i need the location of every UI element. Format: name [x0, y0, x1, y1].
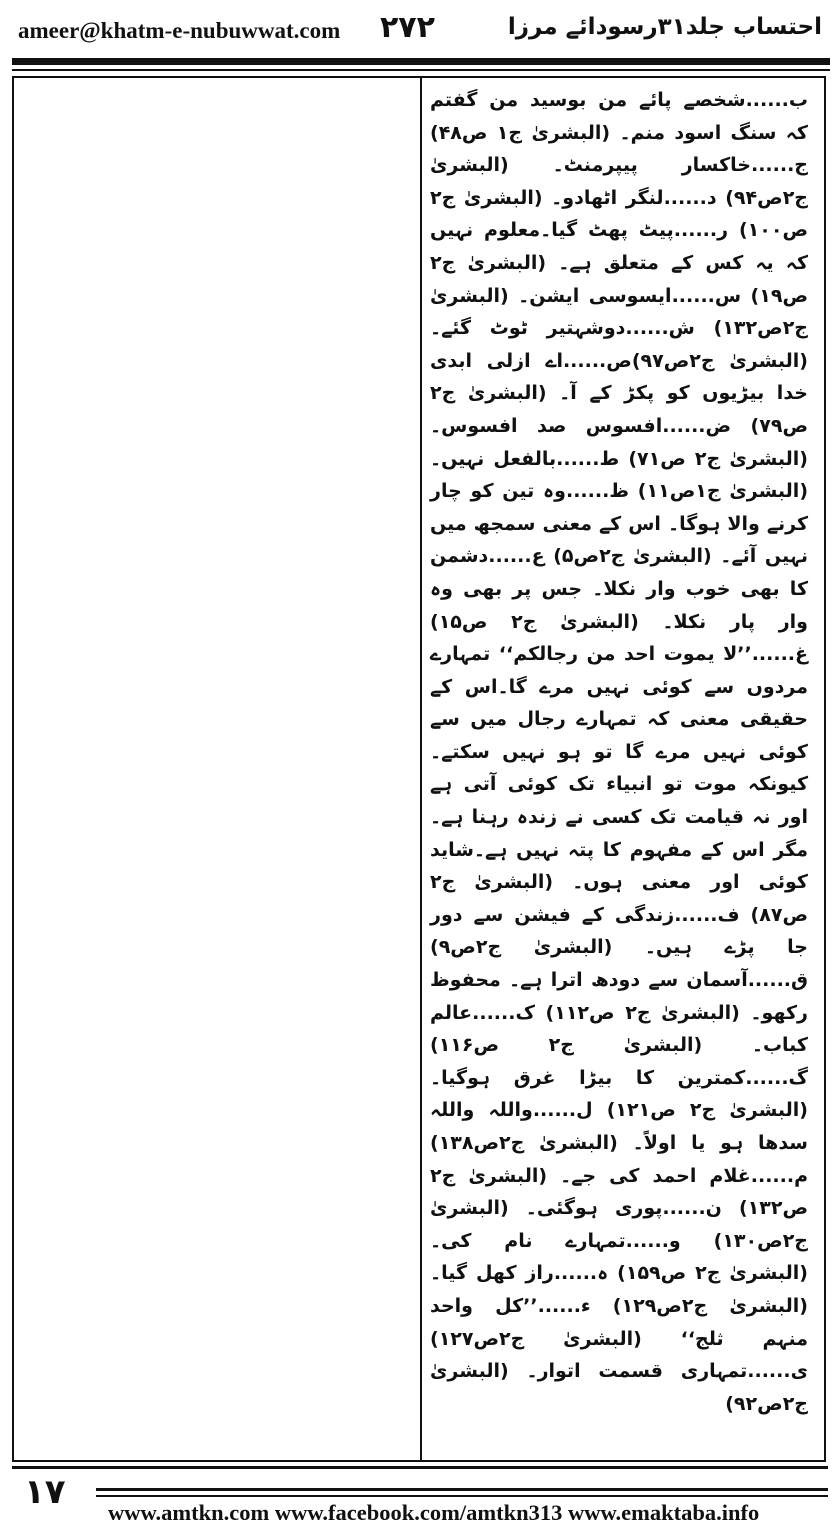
body-paragraph: ب......شخصے پائے من بوسید من گفتم کہ سنگ اسود منم۔ (البشریٰ ج۱ ص۴۸) ج......خاکسار پیپرمنٹ۔ (البشریٰ ج۲ص۹۴) د......لنگر اٹھادو۔ (البشریٰ ج۲ ص۱۰۰) ر......پیٹ پھٹ گیا۔معلوم نہیں کہ یہ کس کے متعلق ہے۔ (البشریٰ ج۲ ص۱۹) س......ایسوسی ایشن۔ (البشریٰ ج۲ص۱۳۲) ش......دوشہتیر ٹوٹ گئے۔ (البشریٰ ج۲ص۹۷)ص......اے ازلی ابدی خدا بیڑیوں کو پکڑ کے آ۔ (البشریٰ ج۲ ص۷۹) ض......افسوس صد افسوس۔ (البشریٰ ج۲ ص۷۱) ط......بالفعل نہیں۔ (البشریٰ ج۱ص۱۱) ظ......وہ تین کو چار کرنے والا ہوگا۔ اس کے معنی سمجھ میں نہیں آئے۔ (البشریٰ ج۲ص۵) ع......دشمن کا بھی خوب وار نکلا۔ جس پر بھی وہ وار پار نکلا۔ (البشریٰ ج۲ ص۱۵) غ......’’لا یموت احد من رجالکم‘‘ تمہارے مردوں سے کوئی نہیں مرے گا۔اس کے حقیقی معنی کہ تمہارے رجال میں سے کوئی نہیں مرے گا تو ہو نہیں سکتے۔ کیونکہ موت تو انبیاء تک کوئی آتی ہے اور نہ قیامت تک کسی نے زندہ رہنا ہے۔ مگر اس کے مفہوم کا پتہ نہیں ہے۔شاید کوئی اور معنی ہوں۔ (البشریٰ ج۲ ص۸۷) ف......زندگی کے فیشن سے دور جا پڑے ہیں۔ (البشریٰ ج۲ص۹) ق......آسمان سے دودھ اترا ہے۔ محفوظ رکھو۔ (البشریٰ ج۲ ص۱۱۲) ک......عالم کباب۔ (البشریٰ ج۲ ص۱۱۶) گ......کمترین کا بیڑا غرق ہوگیا۔ (البشریٰ ج۲ ص۱۲۱) ل......واللہ واللہ سدھا ہو یا اولاً۔ (البشریٰ ج۲ص۱۳۸) م......غلام احمد کی جے۔ (البشریٰ ج۲ ص۱۳۲) ن......پوری ہوگئی۔ (البشریٰ ج۲ص۱۳۰) و......تمہارے نام کی۔ (البشریٰ ج۲ ص۱۵۹) ہ......راز کھل گیا۔ (البشریٰ ج۲ص۱۲۹) ء......’’کل واحد منہم ثلج‘‘ (البشریٰ ج۲ص۱۲۷) ی......تمہاری قسمت اتوار۔ (البشریٰ ج۲ص۹۲): [430, 89, 808, 1415]
page-header: [0, 0, 840, 60]
header-email: ameer@khatm-e-nubuwwat.com: [18, 18, 341, 43]
header-rule-thick: [12, 58, 830, 65]
header-rule-thin: [12, 69, 830, 71]
footer-rule-middle: [96, 1488, 828, 1491]
page-number: ۲۷۲: [380, 10, 435, 45]
running-title: احتساب جلد۳۱رسودائے مرزا: [507, 14, 822, 40]
footer-page-index: ۱۷: [24, 1472, 66, 1512]
footer-rule-top: [12, 1466, 828, 1469]
main-text-column: [422, 84, 818, 1456]
footer-links: www.amtkn.com www.facebook.com/amtkn313 www.emaktaba.info: [108, 1500, 760, 1525]
footer-rule-bottom: [96, 1495, 828, 1497]
